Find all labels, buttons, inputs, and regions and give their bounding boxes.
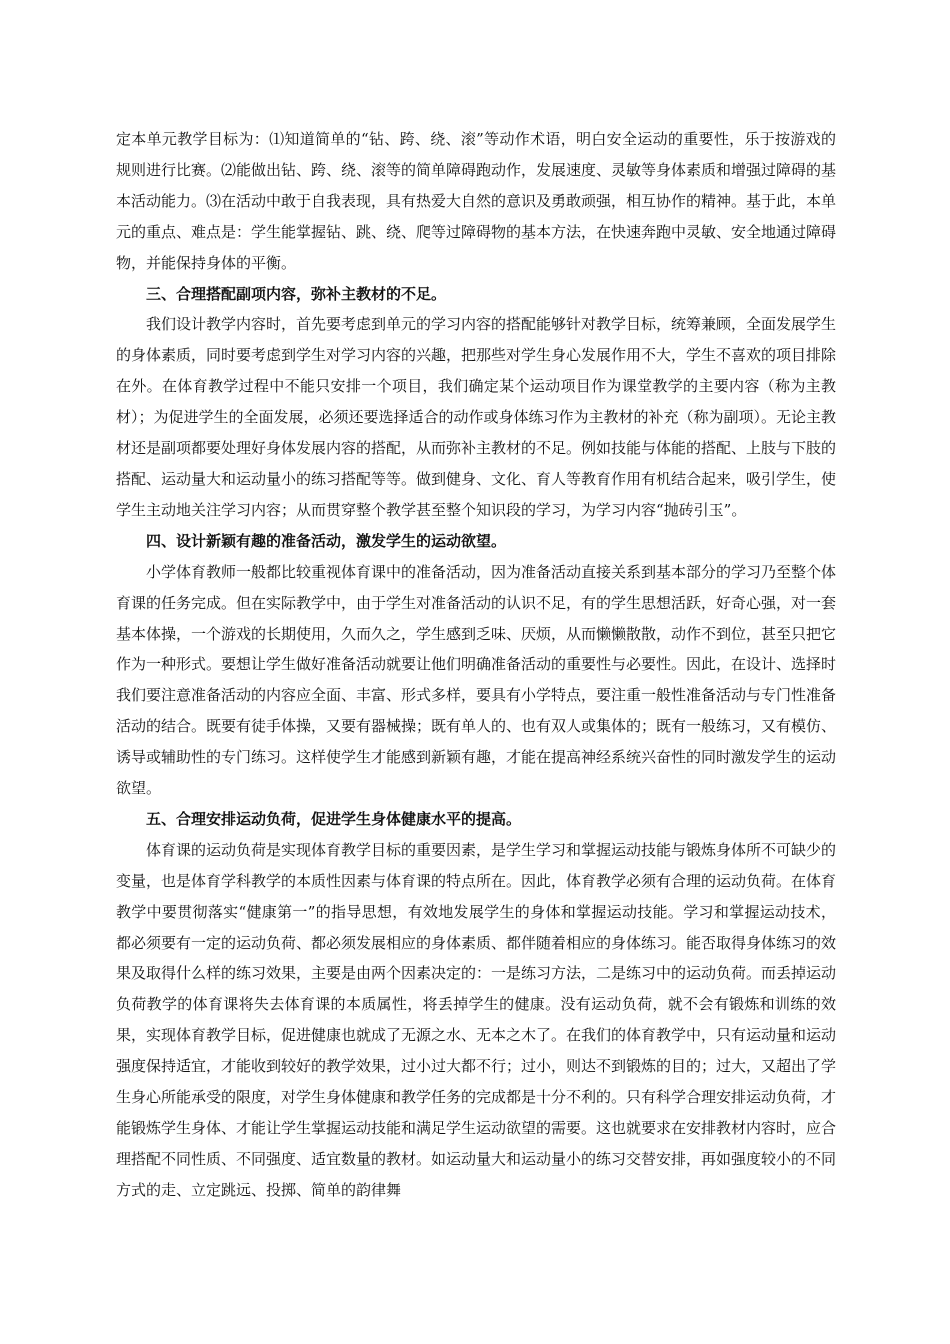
paragraph-section-3: 我们设计教学内容时，首先要考虑到单元的学习内容的搭配能够针对教学目标，统筹兼顾，全面发展学生的身体素质，同时要考虑到学生对学习内容的兴趣，把那些对学生身心发展作用不大，学生不喜欢的项目排除在外。在体育教学过程中不能只安排一个项目，我们确定某个运动项目作为课堂教学的主要内容（称为主教材）；为促进学生的全面发展，必须还要选择适合的动作或身体练习作为主教材的补充（称为副项）。无论主教材还是副项都要处理好身体发展内容的搭配，从而弥补主教材的不足。例如技能与体能的搭配、上肢与下肢的搭配、运动量大和运动量小的练习搭配等等。做到健身、文化、育人等教育作用有机结合起来，吸引学生，使学生主动地关注学习内容；从而贯穿整个教学甚至整个知识段的学习，为学习内容“抛砖引玉”。: [116, 315, 837, 519]
heading-section-5: 五、合理安排运动负荷，促进学生身体健康水平的提高。: [146, 809, 522, 828]
paragraph-section-4: 小学体育教师一般都比较重视体育课中的准备活动，因为准备活动直接关系到基本部分的学习乃至整个体育课的任务完成。但在实际教学中，由于学生对准备活动的认识不足，有的学生思想活跃，好奇心强，对一套基本体操，一个游戏的长期使用，久而久之，学生感到乏味、厌烦，从而懒懒散散，动作不到位，甚至只把它作为一种形式。要想让学生做好准备活动就要让他们明确准备活动的重要性与必要性。因此，在设计、选择时我们要注意准备活动的内容应全面、丰富、形式多样，要具有小学特点，要注重一般性准备活动与专门性准备活动的结合。既要有徒手体操，又要有器械操；既有单人的、也有双人或集体的；既有一般练习，又有模仿、诱导或辅助性的专门练习。这样使学生才能感到新颖有趣，才能在提高神经系统兴奋性的同时激发学生的运动欲望。: [116, 562, 837, 798]
heading-section-3: 三、合理搭配副项内容，弥补主教材的不足。: [146, 284, 447, 303]
paragraph-unit-goals: 定本单元教学目标为：⑴知道简单的“钻、跨、绕、滚”等动作术语，明白安全运动的重要性，乐于按游戏的规则进行比赛。⑵能做出钻、跨、绕、滚等的简单障碍跑动作，发展速度、灵敏等身体素质和增强过障碍的基本活动能力。⑶在活动中敢于自我表现，具有热爱大自然的意识及勇敢顽强，相互协作的精神。基于此，本单元的重点、难点是：学生能掌握钻、跳、绕、爬等过障碍物的基本方法，在快速奔跑中灵敏、安全地通过障碍物，并能保持身体的平衡。: [116, 130, 837, 272]
paragraph-section-5: 体育课的运动负荷是实现体育教学目标的重要因素，是学生学习和掌握运动技能与锻炼身体所不可缺少的变量，也是体育学科教学的本质性因素与体育课的特点所在。因此，体育教学必须有合理的运动负荷。在体育教学中要贯彻落实“健康第一”的指导思想，有效地发展学生的身体和掌握运动技能。学习和掌握运动技术，都必须要有一定的运动负荷、都必须发展相应的身体素质、都伴随着相应的身体练习。能否取得身体练习的效果及取得什么样的练习效果，主要是由两个因素决定的：一是练习方法，二是练习中的运动负荷。而丢掉运动负荷教学的体育课将失去体育课的本质属性，将丢掉学生的健康。没有运动负荷，就不会有锻炼和训练的效果，实现体育教学目标，促进健康也就成了无源之水、无本之木了。在我们的体育教学中，只有运动量和运动强度保持适宜，才能收到较好的教学效果，过小过大都不行；过小，则达不到锻炼的目的；过大，又超出了学生身心所能承受的限度，对学生身体健康和教学任务的完成都是十分不利的。只有科学合理安排运动负荷，才能锻炼学生身体、才能让学生掌握运动技能和满足学生运动欲望的需要。这也就要求在安排教材内容时，应合理搭配不同性质、不同强度、适宜数量的教材。如运动量大和运动量小的练习交替安排，再如强度较小的不同方式的走、立定跳远、投掷、简单的韵律舞: [116, 840, 837, 1199]
document-body: [116, 124, 836, 1206]
heading-section-4: 四、设计新颖有趣的准备活动，激发学生的运动欲望。: [146, 531, 507, 550]
